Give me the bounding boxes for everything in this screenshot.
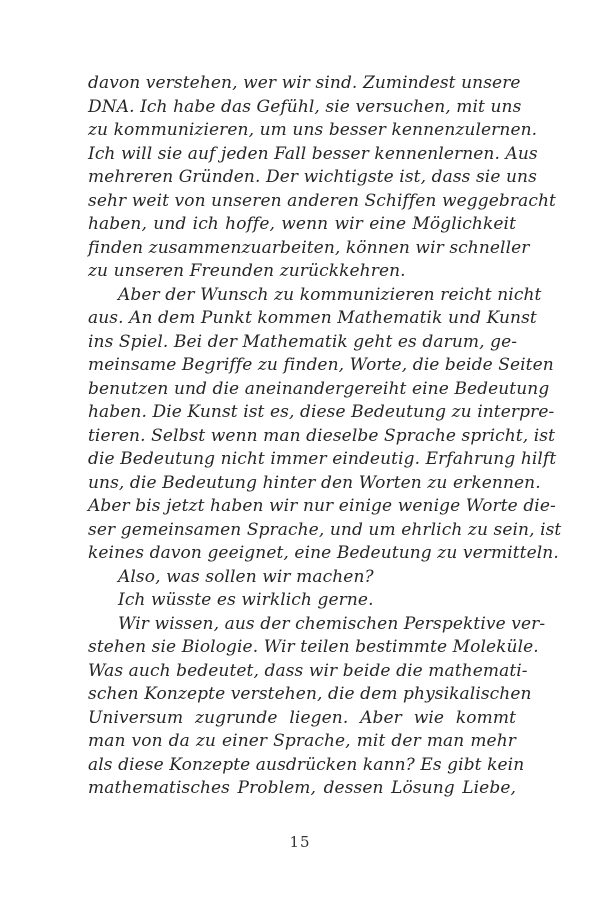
text-line: schen Konzepte verstehen, die dem physikalischen [88,684,532,704]
text-line: zu kommunizieren, um uns besser kennenzulernen. [88,120,538,140]
text-line: mehreren Gründen. Der wichtigste ist, dass sie uns [88,167,537,187]
text-line: Universum zugrunde liegen. Aber wie kommt [88,707,516,728]
text-block [88,72,562,801]
text-line: meinsame Begriffe zu finden, Worte, die beide Seiten [88,355,554,375]
page-number: 15 [289,833,311,851]
text-line: haben, und ich hoffe, wenn wir eine Möglichkeit [88,214,516,234]
text-line: Aber bis jetzt haben wir nur einige wenige Worte die- [88,496,556,516]
text-line: keines davon geeignet, eine Bedeutung zu vermitteln. [88,543,559,563]
text-line: Ich will sie auf jeden Fall besser kennenlernen. Aus [88,143,538,164]
text-line: benutzen und die aneinandergereiht eine Bedeutung [88,378,550,399]
text-line: aus. An dem Punkt kommen Mathematik und Kunst [88,308,537,328]
text-line: Aber der Wunsch zu kommunizieren reicht nicht [118,284,542,305]
text-line: die Bedeutung nicht immer eindeutig. Erfahrung hilft [88,449,557,469]
text-line: Ich wüsste es wirklich gerne. [118,590,374,610]
text-line: uns, die Bedeutung hinter den Worten zu erkennen. [88,472,541,493]
text-line: als diese Konzepte ausdrücken kann? Es gibt kein [88,754,525,775]
text-line: davon verstehen, wer wir sind. Zumindest unsere [88,73,521,93]
text-line: Was auch bedeutet, dass wir beide die mathemati- [88,660,528,681]
text-line: finden zusammenzuarbeiten, können wir schneller [88,237,530,258]
text-line: zu unseren Freunden zurückkehren. [88,261,406,281]
text-line: mathematisches Problem, dessen Lösung Liebe, [88,778,516,798]
text-line: haben. Die Kunst ist es, diese Bedeutung zu interpre- [88,402,555,422]
text-line: sehr weit von unseren anderen Schiffen weggebracht [88,190,556,211]
text-line: tieren. Selbst wenn man dieselbe Sprache spricht, ist [88,425,556,446]
text-line: ser gemeinsamen Sprache, und um ehrlich zu sein, ist [88,519,562,540]
text-line: Wir wissen, aus der chemischen Perspektive ver- [118,613,546,634]
text-line: Also, was sollen wir machen? [118,566,374,587]
text-line: stehen sie Biologie. Wir teilen bestimmte Moleküle. [88,637,539,657]
text-line: ins Spiel. Bei der Mathematik geht es darum, ge- [88,331,518,352]
text-line: DNA. Ich habe das Gefühl, sie versuchen, mit uns [88,96,522,117]
text-line: man von da zu einer Sprache, mit der man mehr [88,731,516,751]
